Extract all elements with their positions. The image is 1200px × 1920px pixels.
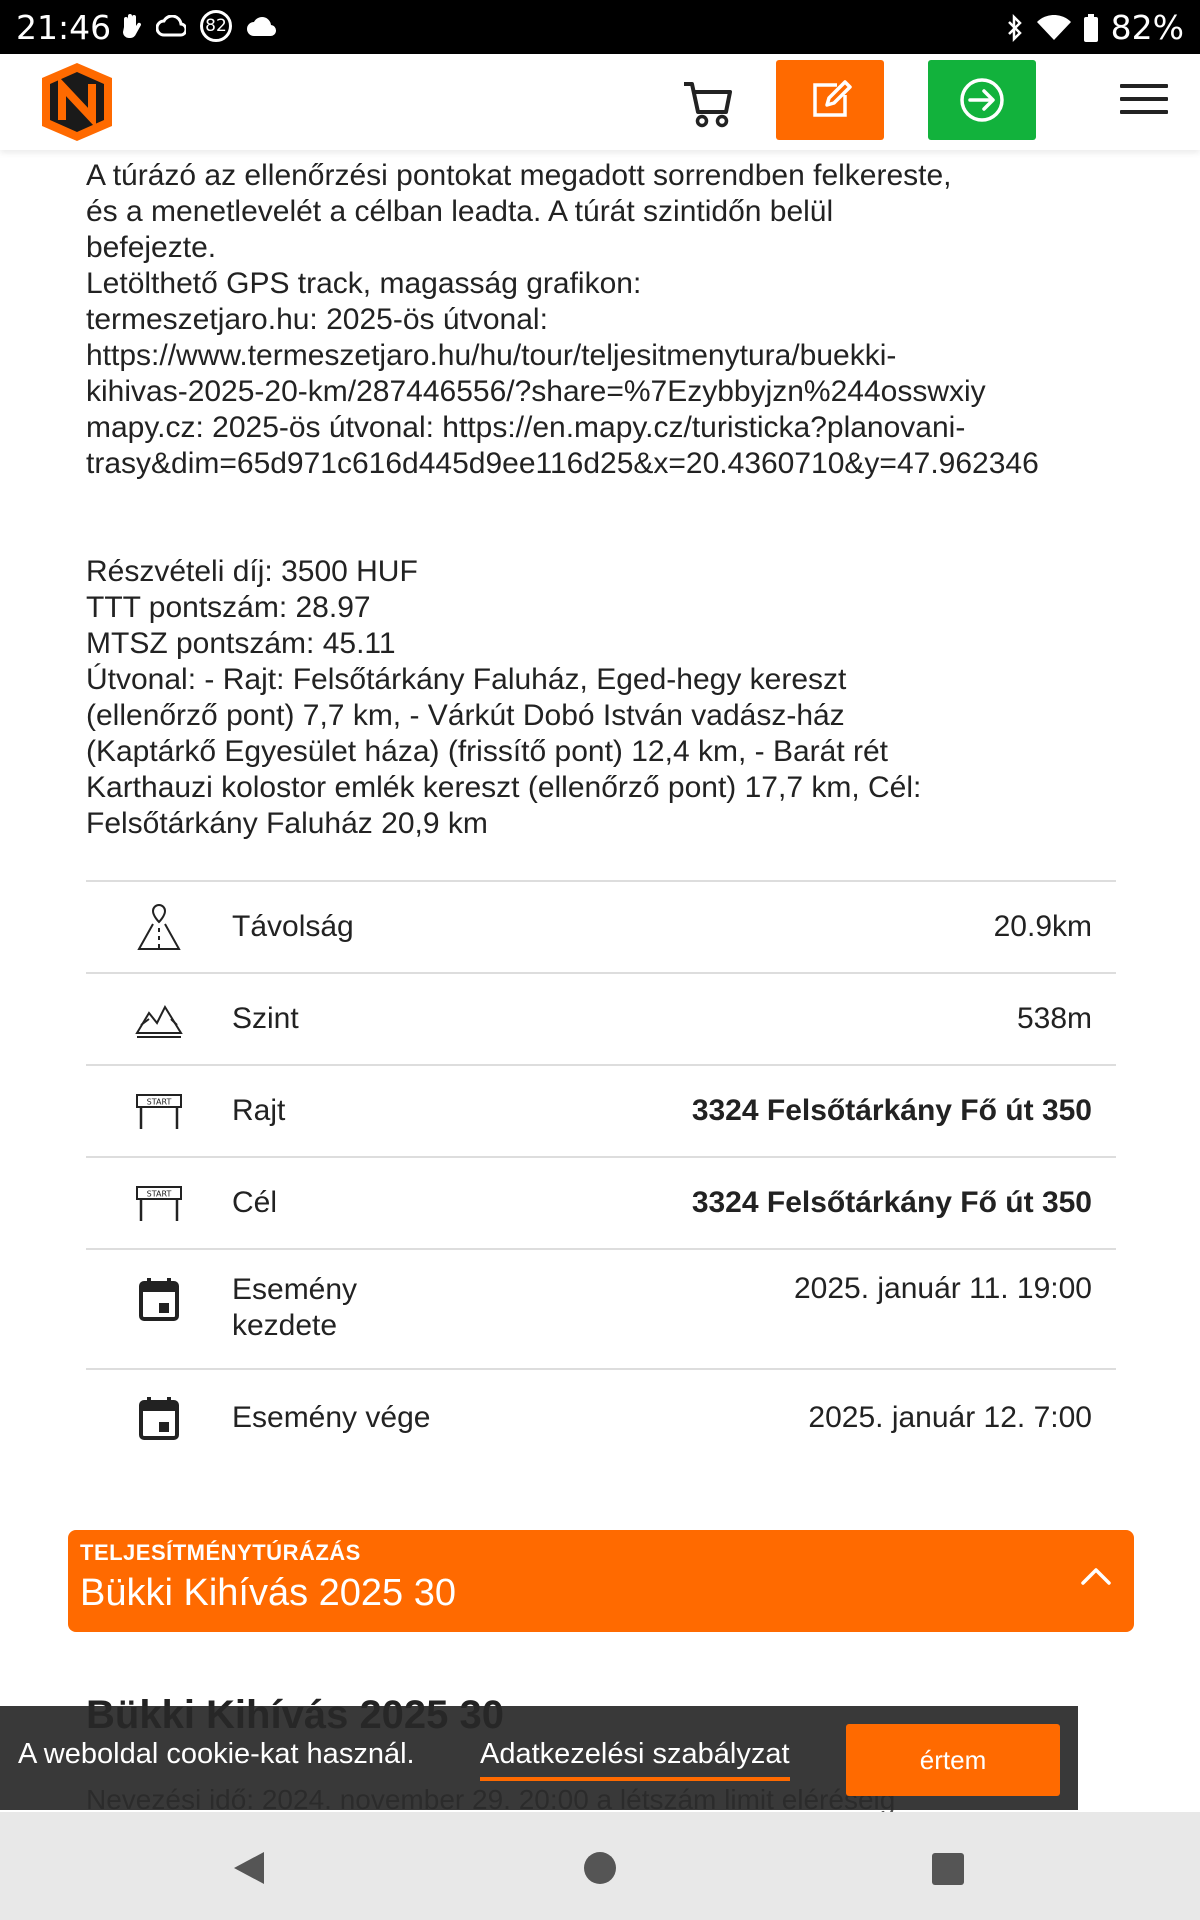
- event-info-table: [86, 880, 1116, 1466]
- info-value: 3324 Felsőtárkány Fő út 350: [691, 1094, 1092, 1127]
- info-label-line: Esemény: [232, 1273, 358, 1306]
- route-distance-icon: [135, 902, 183, 952]
- route-text: Felsőtárkány Faluház 20,9 km: [86, 807, 488, 840]
- home-icon[interactable]: [584, 1852, 616, 1884]
- route-text: (ellenőrző pont) 7,7 km, - Várkút Dobó István vadász-ház: [86, 699, 845, 732]
- wifi-icon: [1037, 15, 1071, 41]
- route-text: (Kaptárkő Egyesület háza) (frissítő pont) 12,4 km, - Barát rét: [86, 735, 889, 768]
- hamburger-icon[interactable]: [1120, 84, 1168, 120]
- route-text: Karthauzi kolostor emlék kereszt (ellenőrző pont) 17,7 km, Cél:: [86, 771, 922, 804]
- desc-line: befejezte.: [86, 231, 217, 264]
- start-sign-text: START: [146, 1189, 172, 1199]
- info-value: 20.9km: [993, 910, 1092, 943]
- desc-line: termeszetjaro.hu: 2025-ös útvonal:: [86, 303, 548, 336]
- system-nav-bar: [0, 1812, 1200, 1920]
- mountain-elevation-icon: [135, 999, 183, 1039]
- start-gate-icon: [135, 1091, 183, 1131]
- cloud-icon: [246, 15, 278, 37]
- bluetooth-icon: [1005, 14, 1025, 42]
- info-row-distance: [86, 882, 1116, 974]
- cookie-message: A weboldal cookie-kat használ.: [18, 1738, 415, 1770]
- mapy-link[interactable]: trasy&dim=65d971c616d445d9ee116d25&x=20.4360710&y=47.962346: [86, 447, 1039, 480]
- info-label: [232, 1250, 794, 1344]
- cookie-banner: [0, 1706, 1078, 1810]
- calendar-icon: [137, 1276, 181, 1322]
- event-accordion-header[interactable]: [68, 1530, 1134, 1632]
- battery-percent: 82%: [1110, 8, 1184, 47]
- privacy-policy-link[interactable]: Adatkezelési szabályzat: [480, 1738, 790, 1781]
- route-text: Útvonal: - Rajt: Felsőtárkány Faluház, Eged-hegy kereszt: [86, 663, 847, 696]
- hand-notification-icon: [120, 13, 142, 39]
- calendar-icon: [137, 1395, 181, 1441]
- info-value: 3324 Felsőtárkány Fő út 350: [691, 1186, 1092, 1219]
- status-right: [1005, 8, 1184, 47]
- info-row-event-start: [86, 1250, 1116, 1370]
- gps-link[interactable]: kihivas-2025-20-km/287446556/?share=%7Ezybbyjzn%244osswxiy: [86, 375, 986, 408]
- battery-icon: [1083, 14, 1099, 42]
- info-label: Távolság: [232, 910, 354, 943]
- login-button[interactable]: [928, 60, 1036, 140]
- info-label: Esemény vége: [232, 1401, 431, 1434]
- info-label: Szint: [232, 1002, 299, 1035]
- fee-text: Részvételi díj: 3500 HUF: [86, 555, 418, 588]
- info-label: Rajt: [232, 1094, 286, 1127]
- info-row-elevation: [86, 974, 1116, 1066]
- login-icon: [958, 76, 1006, 124]
- edit-icon: [807, 77, 853, 123]
- site-header: [0, 54, 1200, 150]
- info-label-line: kezdete: [232, 1309, 338, 1342]
- desc-line: A túrázó az ellenőrzési pontokat megadott sorrendben felkereste,: [86, 159, 952, 192]
- accordion-title: Bükki Kihívás 2025 30: [80, 1572, 457, 1614]
- cookie-accept-button[interactable]: értem: [846, 1724, 1060, 1796]
- info-row-start: [86, 1066, 1116, 1158]
- accordion-category: TELJESÍTMÉNYTÚRÁZÁS: [80, 1540, 361, 1565]
- event-description: [86, 158, 1136, 842]
- gps-link[interactable]: https://www.termeszetjaro.hu/hu/tour/teljesitmenytura/buekki-: [86, 339, 897, 372]
- chevron-up-icon[interactable]: [1080, 1566, 1112, 1586]
- finish-gate-icon: [135, 1183, 183, 1223]
- recents-icon[interactable]: [932, 1853, 964, 1885]
- status-notification-icons: [120, 10, 278, 42]
- info-value: 2025. január 11. 19:00: [793, 1272, 1092, 1305]
- cloud-sync-icon: [156, 15, 186, 37]
- site-logo[interactable]: [38, 60, 116, 144]
- info-row-event-end: [86, 1370, 1116, 1466]
- desc-line: és a menetlevelét a célban leadta. A túrát szintidőn belül: [86, 195, 834, 228]
- info-label: Cél: [232, 1186, 278, 1219]
- info-value: 538m: [1016, 1002, 1092, 1035]
- mtsz-score: MTSZ pontszám: 45.11: [86, 627, 396, 660]
- desc-line: Letölthető GPS track, magasság grafikon:: [86, 267, 642, 300]
- cart-icon[interactable]: [680, 74, 736, 130]
- status-time: 21:46: [16, 8, 112, 47]
- ttt-score: TTT pontszám: 28.97: [86, 591, 371, 624]
- notification-count-badge: 82: [200, 10, 232, 42]
- info-value: 2025. január 12. 7:00: [808, 1401, 1092, 1434]
- mapy-link[interactable]: mapy.cz: 2025-ös útvonal: https://en.mapy.cz/turisticka?planovani-: [86, 411, 966, 444]
- start-sign-text: START: [146, 1097, 172, 1107]
- register-button[interactable]: [776, 60, 884, 140]
- status-bar: [0, 0, 1200, 54]
- info-row-finish: [86, 1158, 1116, 1250]
- back-icon[interactable]: [232, 1850, 266, 1886]
